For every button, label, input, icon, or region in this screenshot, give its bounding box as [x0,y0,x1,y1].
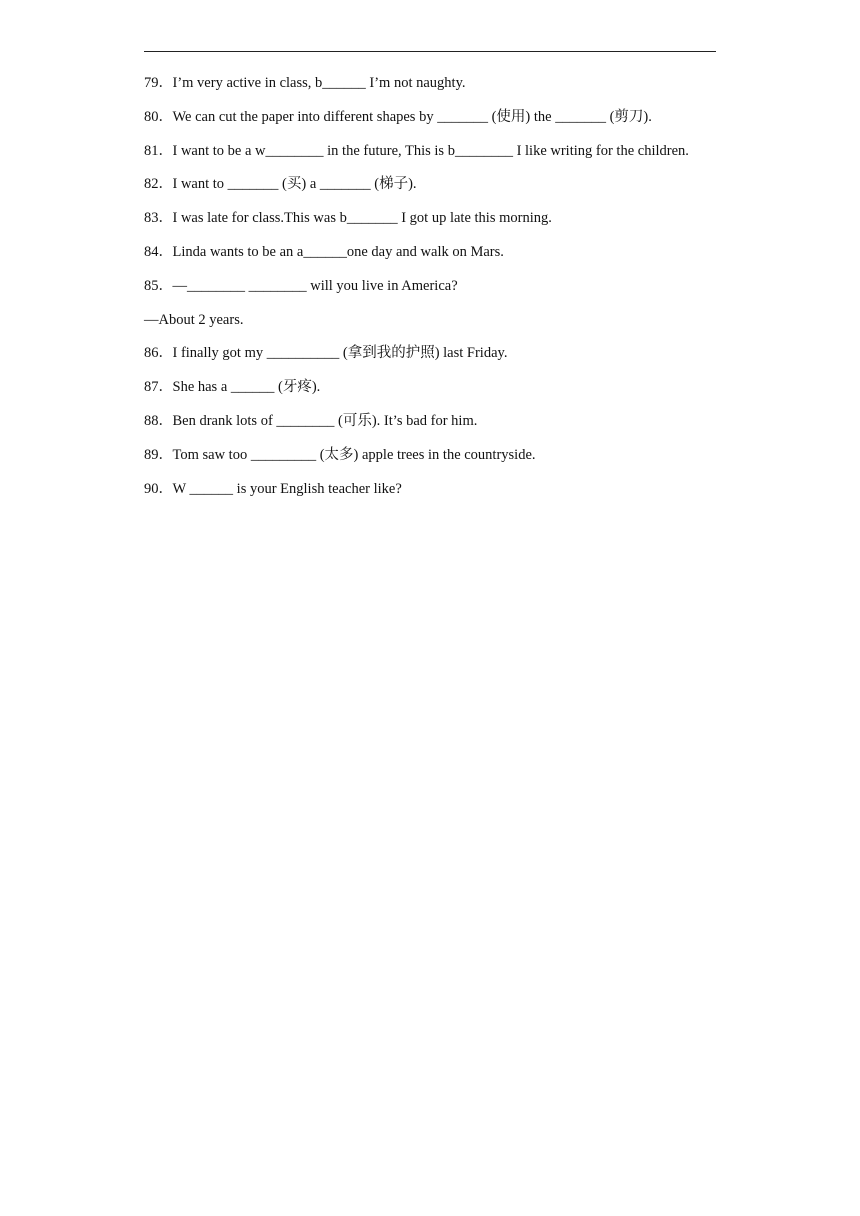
question-text: I want to be a w________ in the future, This is b________ I like writing for the children. [172,142,689,159]
question-number: 87 [144,379,159,396]
question-80 [144,105,744,139]
question-text: Ben drank lots of ________ (可乐). It’s bad for him. [172,412,478,429]
question-text: I’m very active in class, b______ I’m not naughty. [172,75,466,91]
question-text: Tom saw too _________ (太多) apple trees in the countryside. [172,446,536,463]
question-text: She has a ______ (牙疼). [172,379,321,396]
answer-line-85 [144,308,744,342]
question-number: 89 [144,446,159,463]
question-84 [144,240,744,274]
question-87 [144,375,744,409]
question-89 [144,443,744,477]
question-85 [144,274,744,308]
question-90 [144,477,744,511]
question-list [144,71,744,510]
question-number: 84 [144,243,159,260]
question-number: 83 [144,210,159,227]
question-separator: ． [158,379,173,396]
question-number: 90 [144,480,159,497]
question-separator: ． [158,142,173,159]
question-separator: ． [158,176,173,193]
header-rule [144,51,716,52]
question-number: 80 [144,108,159,125]
answer-text: —About 2 years. [144,311,244,328]
question-separator: ． [158,243,173,260]
question-text: I was late for class.This was b_______ I got up late this morning. [172,210,552,227]
question-81 [144,139,744,173]
question-79 [144,71,744,105]
question-number: 88 [144,412,159,429]
question-separator: ． [158,277,173,294]
question-text: I finally got my __________ (拿到我的护照) last Friday. [172,345,508,362]
question-82 [144,172,744,206]
question-number: 79 [144,75,159,91]
question-88 [144,409,744,443]
question-separator: ． [158,345,173,362]
question-text: Linda wants to be an a______one day and walk on Mars. [172,243,504,260]
question-83 [144,206,744,240]
question-86 [144,341,744,375]
question-separator: ． [158,75,173,91]
question-separator: ． [158,480,173,497]
question-number: 86 [144,345,159,362]
question-separator: ． [158,412,173,429]
question-separator: ． [158,210,173,227]
question-number: 82 [144,176,159,193]
question-separator: ． [158,108,173,125]
question-number: 81 [144,142,159,159]
question-text: I want to _______ (买) a _______ (梯子). [172,176,417,193]
question-text: —________ ________ will you live in America? [172,277,458,294]
question-text: W ______ is your English teacher like? [172,480,402,497]
question-text: We can cut the paper into different shapes by _______ (使用) the _______ (剪刀). [172,108,652,125]
question-separator: ． [158,446,173,463]
question-number: 85 [144,277,159,294]
